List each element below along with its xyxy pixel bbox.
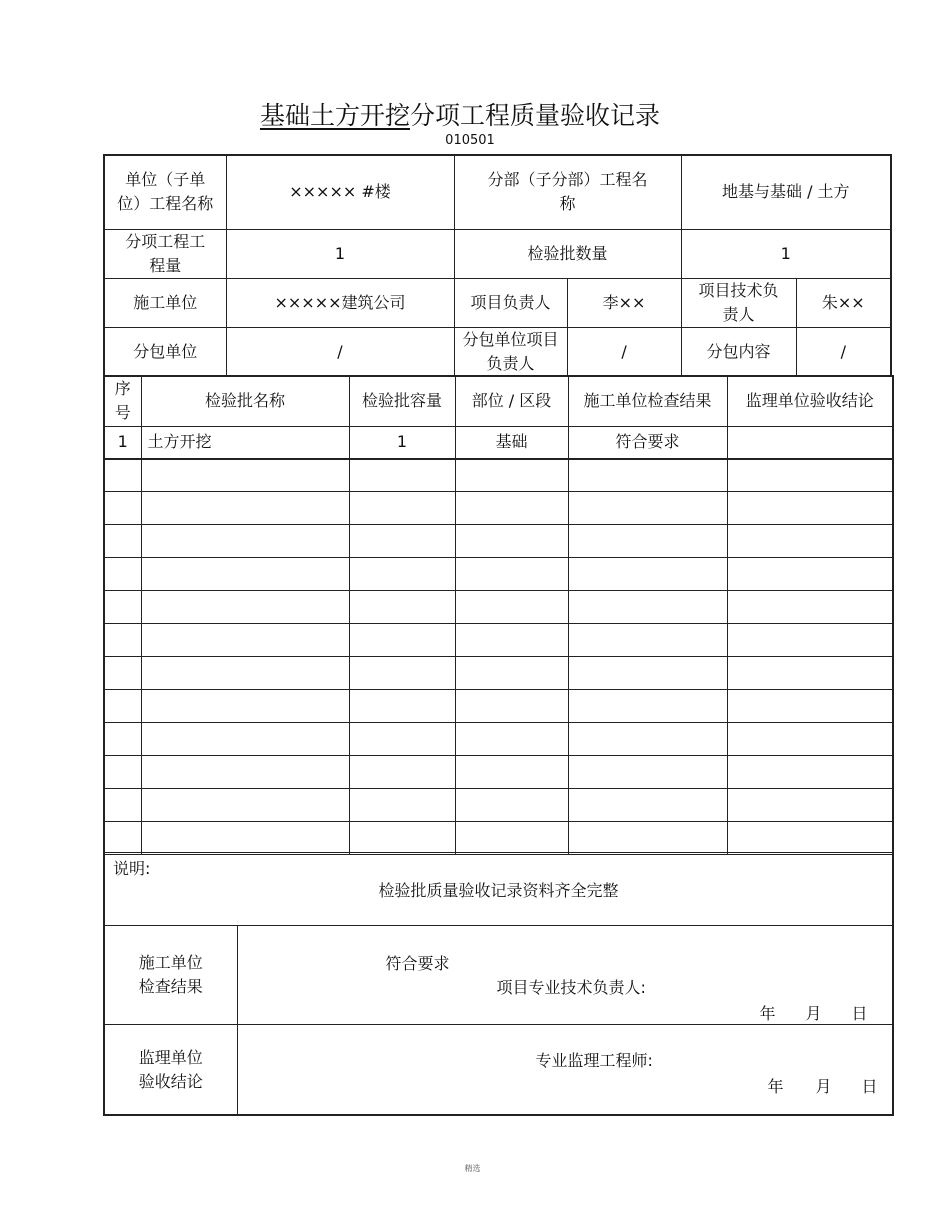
empty-cell bbox=[141, 492, 349, 525]
empty-table-row bbox=[104, 558, 893, 591]
unit-name-value: ××××× #楼 bbox=[226, 155, 454, 229]
row-supervisor-conclusion bbox=[727, 427, 893, 459]
empty-cell bbox=[455, 789, 568, 822]
empty-cell bbox=[141, 624, 349, 657]
unit-name-label: 单位（子单位）工程名称 bbox=[104, 155, 226, 229]
page-footer: 精选 bbox=[464, 1164, 481, 1173]
empty-cell bbox=[104, 723, 141, 756]
empty-cell bbox=[141, 756, 349, 789]
contractor-check-day: 日 bbox=[851, 1004, 868, 1023]
title-rest: 分项工程质量验收记录 bbox=[410, 101, 661, 130]
row-location: 基础 bbox=[455, 427, 568, 459]
project-manager-label: 项目负责人 bbox=[454, 278, 567, 327]
empty-cell bbox=[727, 459, 893, 492]
empty-cell bbox=[727, 525, 893, 558]
empty-cell bbox=[349, 756, 455, 789]
col-header-index: 序号 bbox=[104, 376, 141, 427]
row-contractor-result: 符合要求 bbox=[568, 427, 727, 459]
col-header-batch-name: 检验批名称 bbox=[141, 376, 349, 427]
empty-cell bbox=[349, 525, 455, 558]
header-info-table bbox=[103, 154, 892, 377]
contractor-check-year: 年 bbox=[759, 1004, 776, 1023]
empty-cell bbox=[104, 492, 141, 525]
contractor-check-signer: 项目专业技术负责人: bbox=[496, 978, 646, 997]
empty-cell bbox=[141, 789, 349, 822]
empty-cell bbox=[568, 822, 727, 855]
tech-lead-value: 朱×× bbox=[796, 278, 891, 327]
empty-cell bbox=[727, 723, 893, 756]
empty-cell bbox=[568, 723, 727, 756]
contractor-check-label: 施工单位检查结果 bbox=[104, 926, 237, 1025]
supervisor-check-day: 日 bbox=[861, 1077, 878, 1096]
empty-cell bbox=[104, 558, 141, 591]
empty-cell bbox=[568, 789, 727, 822]
empty-cell bbox=[104, 789, 141, 822]
empty-cell bbox=[568, 624, 727, 657]
empty-cell bbox=[141, 690, 349, 723]
subcontractor-value: / bbox=[226, 327, 454, 376]
division-name-label: 分部（子分部）工程名称 bbox=[454, 155, 681, 229]
empty-cell bbox=[568, 492, 727, 525]
empty-cell bbox=[141, 558, 349, 591]
empty-cell bbox=[727, 624, 893, 657]
empty-cell bbox=[349, 723, 455, 756]
row-index: 1 bbox=[104, 427, 141, 459]
item-quantity-label: 分项工程工程量 bbox=[104, 229, 226, 278]
empty-cell bbox=[568, 558, 727, 591]
empty-cell bbox=[104, 690, 141, 723]
empty-table-row bbox=[104, 525, 893, 558]
empty-table-row bbox=[104, 822, 893, 855]
empty-cell bbox=[104, 459, 141, 492]
empty-cell bbox=[727, 558, 893, 591]
empty-cell bbox=[104, 657, 141, 690]
empty-cell bbox=[455, 756, 568, 789]
title-underlined-part: 基础土方开挖 bbox=[259, 101, 410, 130]
note-cell bbox=[104, 853, 893, 926]
empty-cell bbox=[349, 558, 455, 591]
empty-cell bbox=[568, 756, 727, 789]
subcontractor-pm-label: 分包单位项目负责人 bbox=[454, 327, 567, 376]
subcontract-content-label: 分包内容 bbox=[681, 327, 796, 376]
note-label: 说明: bbox=[113, 859, 151, 878]
contractor-check-result: 符合要求 bbox=[385, 954, 450, 973]
empty-cell bbox=[141, 591, 349, 624]
supervisor-check-cell bbox=[237, 1025, 893, 1116]
empty-table-row bbox=[104, 690, 893, 723]
col-header-supervisor-conclusion: 监理单位验收结论 bbox=[727, 376, 893, 427]
empty-cell bbox=[349, 822, 455, 855]
col-header-contractor-result: 施工单位检查结果 bbox=[568, 376, 727, 427]
empty-cell bbox=[568, 459, 727, 492]
conclusion-table bbox=[103, 852, 894, 1116]
contractor-label: 施工单位 bbox=[104, 278, 226, 327]
empty-cell bbox=[349, 459, 455, 492]
empty-table-row bbox=[104, 789, 893, 822]
empty-cell bbox=[455, 558, 568, 591]
col-header-location: 部位 / 区段 bbox=[455, 376, 568, 427]
batch-count-label: 检验批数量 bbox=[454, 229, 681, 278]
empty-cell bbox=[104, 756, 141, 789]
empty-cell bbox=[349, 690, 455, 723]
empty-cell bbox=[455, 459, 568, 492]
empty-cell bbox=[727, 789, 893, 822]
empty-cell bbox=[455, 822, 568, 855]
contractor-value: ×××××建筑公司 bbox=[226, 278, 454, 327]
empty-cell bbox=[568, 591, 727, 624]
empty-table-row bbox=[104, 492, 893, 525]
empty-table-row bbox=[104, 657, 893, 690]
row-capacity: 1 bbox=[349, 427, 455, 459]
supervisor-check-label: 监理单位验收结论 bbox=[104, 1025, 237, 1116]
empty-cell bbox=[568, 690, 727, 723]
empty-cell bbox=[455, 492, 568, 525]
empty-table-row bbox=[104, 624, 893, 657]
empty-cell bbox=[727, 822, 893, 855]
empty-cell bbox=[349, 624, 455, 657]
empty-cell bbox=[104, 624, 141, 657]
supervisor-check-signer: 专业监理工程师: bbox=[535, 1051, 653, 1070]
subcontractor-label: 分包单位 bbox=[104, 327, 226, 376]
empty-cell bbox=[568, 525, 727, 558]
empty-cell bbox=[141, 525, 349, 558]
empty-cell bbox=[727, 657, 893, 690]
col-header-capacity: 检验批容量 bbox=[349, 376, 455, 427]
empty-cell bbox=[455, 723, 568, 756]
batch-list-table bbox=[103, 375, 894, 855]
empty-cell bbox=[455, 690, 568, 723]
contractor-check-cell bbox=[237, 926, 893, 1025]
supervisor-check-month: 月 bbox=[815, 1077, 832, 1096]
item-quantity-value: 1 bbox=[226, 229, 454, 278]
empty-rows bbox=[104, 459, 893, 855]
form-code: 010501 bbox=[445, 133, 495, 148]
empty-cell bbox=[727, 591, 893, 624]
empty-cell bbox=[104, 525, 141, 558]
empty-cell bbox=[141, 822, 349, 855]
empty-cell bbox=[104, 591, 141, 624]
batch-table-header bbox=[104, 376, 893, 427]
empty-cell bbox=[727, 756, 893, 789]
subcontract-content-value: / bbox=[796, 327, 891, 376]
division-name-value: 地基与基础 / 土方 bbox=[681, 155, 891, 229]
empty-table-row bbox=[104, 723, 893, 756]
empty-cell bbox=[568, 657, 727, 690]
empty-cell bbox=[141, 459, 349, 492]
empty-cell bbox=[349, 591, 455, 624]
empty-cell bbox=[349, 657, 455, 690]
subcontractor-pm-value: / bbox=[567, 327, 681, 376]
empty-cell bbox=[455, 525, 568, 558]
contractor-check-month: 月 bbox=[805, 1004, 822, 1023]
supervisor-check-year: 年 bbox=[767, 1077, 784, 1096]
empty-cell bbox=[104, 822, 141, 855]
empty-cell bbox=[727, 492, 893, 525]
empty-cell bbox=[141, 657, 349, 690]
empty-cell bbox=[455, 624, 568, 657]
empty-table-row bbox=[104, 756, 893, 789]
table-row bbox=[104, 427, 893, 459]
document-title bbox=[0, 96, 920, 132]
empty-cell bbox=[455, 657, 568, 690]
project-manager-value: 李×× bbox=[567, 278, 681, 327]
note-text: 检验批质量验收记录资料齐全完整 bbox=[378, 881, 619, 900]
row-batch-name: 土方开挖 bbox=[141, 427, 349, 459]
batch-count-value: 1 bbox=[681, 229, 891, 278]
empty-cell bbox=[141, 723, 349, 756]
empty-cell bbox=[455, 591, 568, 624]
tech-lead-label: 项目技术负责人 bbox=[681, 278, 796, 327]
empty-cell bbox=[349, 789, 455, 822]
empty-cell bbox=[349, 492, 455, 525]
empty-cell bbox=[727, 690, 893, 723]
empty-table-row bbox=[104, 459, 893, 492]
empty-table-row bbox=[104, 591, 893, 624]
